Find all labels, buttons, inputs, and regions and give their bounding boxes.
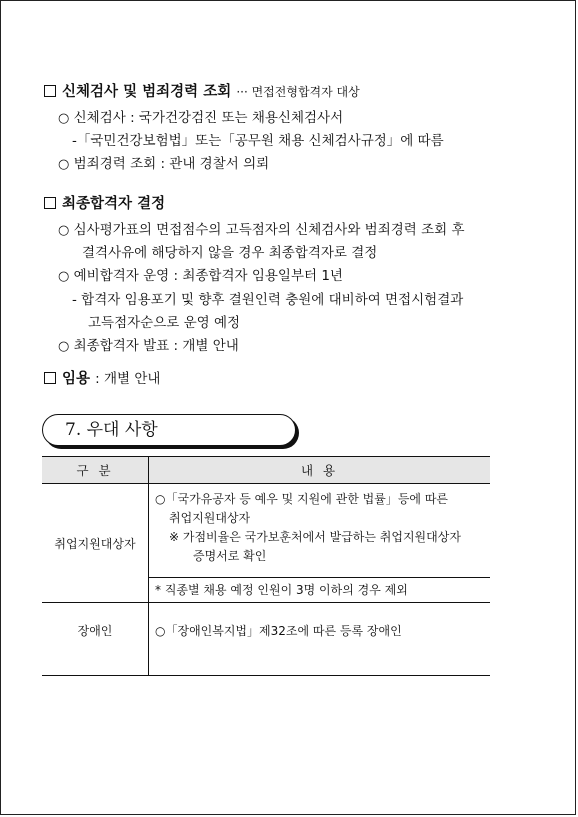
reference-note-continuation: 증명서로 확인: [193, 549, 267, 563]
preference-table: [42, 456, 490, 676]
row-label-disabled: 장애인: [42, 603, 149, 676]
circle-bullet-icon: ○: [58, 339, 70, 354]
list-item-continuation: 결격사유에 해당하지 않을 경우 최종합격자로 결정: [82, 245, 378, 261]
list-item-text: 범죄경력 조회 : 관내 경찰서 의뢰: [73, 156, 270, 172]
list-item-text: 최종합격자 발표 : 개별 안내: [73, 338, 239, 354]
row-content: ○「장애인복지법」제32조에 따른 등록 장애인: [149, 603, 491, 676]
content-line: 취업지원대상자: [169, 511, 251, 525]
table-row: [42, 603, 490, 676]
list-item: [58, 106, 343, 126]
column-header-category: 구 분: [42, 457, 149, 484]
list-item-text: 심사평가표의 면접점수의 고득점자의 신체검사와 범죄경력 조회 후: [73, 222, 465, 238]
checkbox-square-icon: [44, 85, 56, 97]
exclusion-note: * 직종별 채용 예정 인원이 3명 이하의 경우 제외: [149, 578, 491, 603]
section-note: ··· 면접전형합격자 대상: [236, 85, 360, 99]
list-item-text: 신체검사 : 국가건강검진 또는 채용신체검사서: [73, 110, 344, 126]
table-header-row: [42, 457, 490, 484]
section-title: 임용: [62, 371, 91, 387]
section-title: 신체검사 및 범죄경력 조회: [62, 84, 232, 100]
list-item-text: 예비합격자 운영 : 최종합격자 임용일부터 1년: [73, 268, 343, 284]
circle-bullet-icon: ○: [58, 223, 70, 238]
circle-bullet-icon: ○: [58, 111, 70, 126]
section-title: 최종합격자 결정: [62, 196, 166, 212]
table-row: [42, 484, 490, 578]
circle-bullet-icon: ○: [58, 157, 70, 172]
reference-note: ※ 가점비율은 국가보훈처에서 발급하는 취업지원대상자: [169, 530, 461, 544]
section-heading-preference: 7. 우대 사항: [42, 414, 296, 446]
list-item: [58, 152, 269, 172]
row-label-employment-support: 취업지원대상자: [42, 484, 149, 603]
list-subitem: -「국민건강보험법」또는「공무원 채용 신체검사규정」에 따름: [72, 133, 444, 149]
list-item: [58, 264, 343, 284]
row-content: [149, 484, 491, 578]
section-heading-appointment: [44, 367, 160, 388]
checkbox-square-icon: [44, 372, 56, 384]
checkbox-square-icon: [44, 197, 56, 209]
list-item: [58, 334, 239, 354]
circle-bullet-icon: ○: [58, 269, 70, 284]
list-subitem: - 합격자 임용포기 및 향후 결원인력 충원에 대비하여 면접시험결과: [72, 292, 464, 308]
section-heading-final-decision: [44, 192, 165, 213]
content-line: ○「국가유공자 등 예우 및 지원에 관한 법률」등에 따른: [155, 492, 449, 506]
list-subitem-continuation: 고득점자순으로 운영 예정: [88, 315, 241, 331]
column-header-content: 내 용: [149, 457, 491, 484]
section-heading-physical-exam: [44, 80, 360, 101]
section-text: : 개별 안내: [95, 371, 161, 387]
list-item: [58, 218, 465, 238]
